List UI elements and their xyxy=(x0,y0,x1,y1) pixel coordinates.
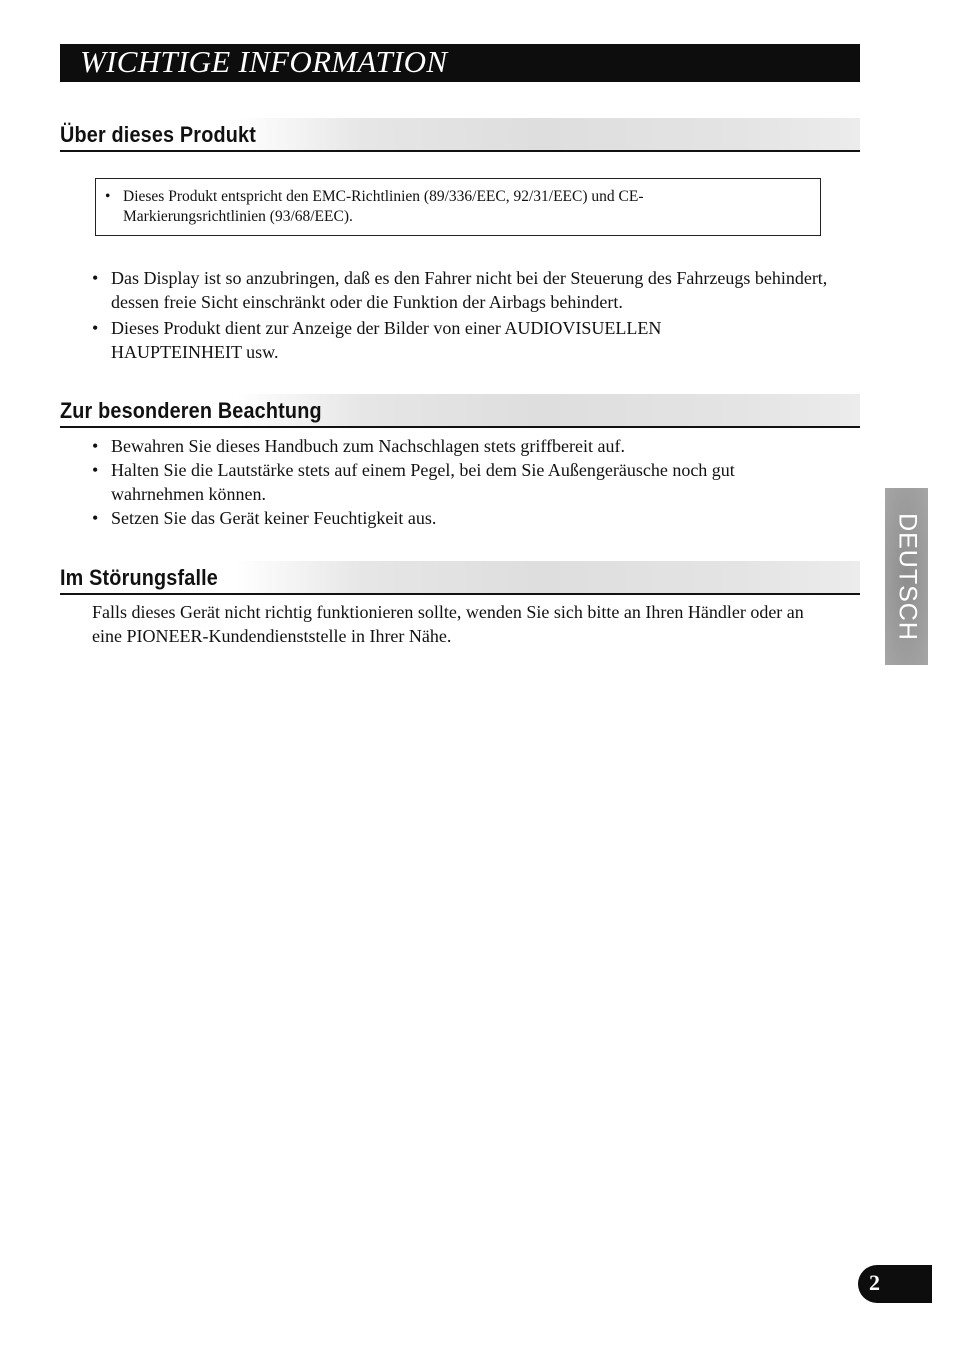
bullet-marker: • xyxy=(92,318,99,338)
list-item-text: Halten Sie die Lautstärke stets auf einem Pegel, bei dem Sie Außengeräusche noch gut wahrnehmen können. xyxy=(111,460,735,504)
product-bullet-list xyxy=(92,266,837,364)
page-number-badge xyxy=(858,1265,932,1303)
page-number: 2 xyxy=(869,1270,880,1295)
list-item xyxy=(92,434,832,458)
section-heading-text: Im Störungsfalle xyxy=(60,565,219,590)
malfunction-paragraph: Falls dieses Gerät nicht richtig funktionieren sollte, wenden Sie sich bitte an Ihren Händler oder an eine PIONEER-Kundendienststelle in Ihrer Nähe. xyxy=(92,602,804,646)
bullet-marker: • xyxy=(92,508,99,528)
list-item-text: Bewahren Sie dieses Handbuch zum Nachschlagen stets griffbereit auf. xyxy=(111,436,625,456)
section-heading-special-notes xyxy=(60,394,860,428)
list-item xyxy=(92,316,751,364)
list-item xyxy=(92,266,837,314)
list-item xyxy=(92,458,832,506)
section-heading-text: Über dieses Produkt xyxy=(60,122,256,147)
section-heading-about-product xyxy=(60,118,860,152)
list-item-text: Das Display ist so anzubringen, daß es den Fahrer nicht bei der Steuerung des Fahrzeugs behindert, dessen freie Sicht einschränkt oder die Funktion der Airbags behindert. xyxy=(111,268,828,312)
notes-bullet-list xyxy=(92,434,832,530)
list-item-text: Setzen Sie das Gerät keiner Feuchtigkeit aus. xyxy=(111,508,437,528)
page-title: WICHTIGE INFORMATION xyxy=(80,44,448,79)
compliance-notice-box xyxy=(95,178,821,236)
title-banner xyxy=(60,44,860,82)
language-side-tab xyxy=(885,488,928,665)
language-side-tab-label: DEUTSCH xyxy=(893,512,921,641)
bullet-marker: • xyxy=(92,460,99,480)
bullet-marker: • xyxy=(105,188,111,205)
list-item-text: Dieses Produkt dient zur Anzeige der Bilder von einer AUDIOVISUELLEN HAUPTEINHEIT usw. xyxy=(111,318,662,362)
list-item xyxy=(92,506,832,530)
bullet-marker: • xyxy=(92,436,99,456)
section-heading-text: Zur besonderen Beachtung xyxy=(60,398,322,423)
compliance-notice-text: Dieses Produkt entspricht den EMC-Richtlinien (89/336/EEC, 92/31/EEC) und CE-Markierungsrichtlinien (93/68/EEC). xyxy=(123,188,644,225)
bullet-marker: • xyxy=(92,268,99,288)
section-heading-malfunction xyxy=(60,561,860,595)
